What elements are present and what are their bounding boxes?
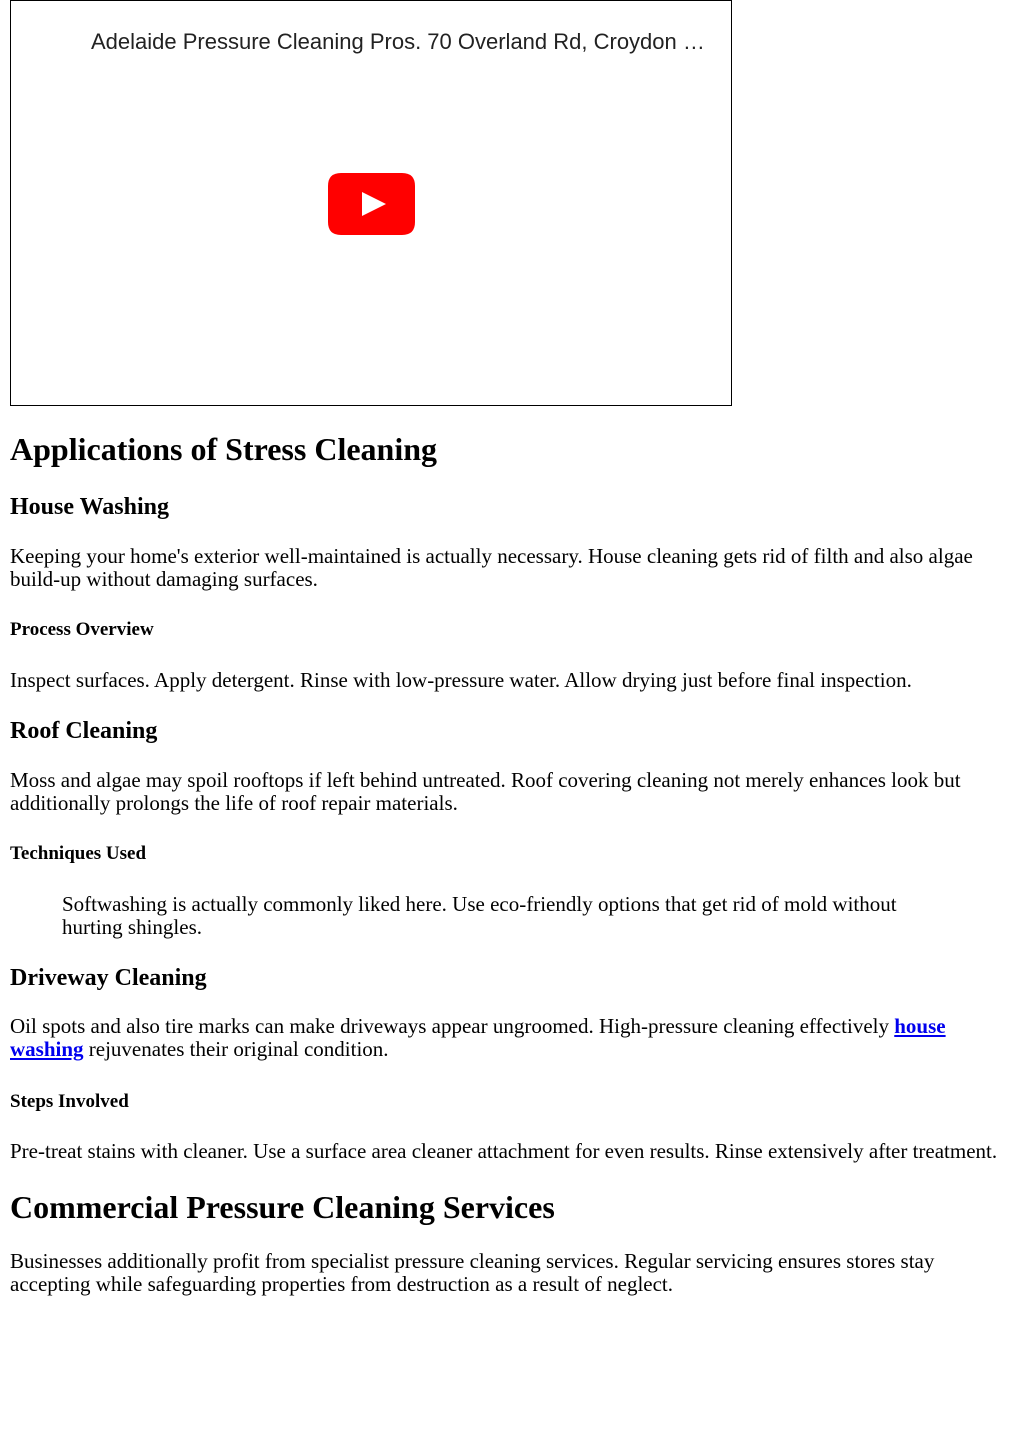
youtube-play-icon[interactable] [328, 173, 415, 235]
house-washing-heading: House Washing [10, 494, 169, 520]
house-washing-paragraph: Keeping your home's exterior well-maintained is actually necessary. House cleaning gets rid of filth and also algae build-up without damaging surfaces. [10, 544, 973, 591]
driveway-cleaning-heading: Driveway Cleaning [10, 965, 207, 991]
driveway-text-before: Oil spots and also tire marks can make driveways appear ungroomed. High-pressure cleaning effectively [10, 1014, 895, 1038]
steps-involved-paragraph: Pre-treat stains with cleaner. Use a surface area cleaner attachment for even results. Rinse extensively after treatment. [10, 1139, 998, 1163]
video-embed[interactable] [10, 0, 732, 406]
roof-cleaning-heading: Roof Cleaning [10, 718, 158, 744]
steps-involved-heading: Steps Involved [10, 1091, 129, 1112]
process-overview-heading: Process Overview [10, 619, 154, 640]
house-washing-link[interactable]: house washing [10, 1014, 946, 1061]
techniques-used-heading: Techniques Used [10, 843, 147, 864]
techniques-quote: Softwashing is actually commonly liked here. Use eco-friendly options that get rid of mold without hurting shingles. [62, 892, 897, 939]
process-overview-paragraph: Inspect surfaces. Apply detergent. Rinse with low-pressure water. Allow drying just before final inspection. [10, 668, 912, 692]
commercial-paragraph: Businesses additionally profit from specialist pressure cleaning services. Regular servicing ensures stores stay accepting while safeguarding properties from destruction as a result of neglect. [10, 1249, 935, 1296]
commercial-heading: Commercial Pressure Cleaning Services [10, 1189, 555, 1225]
video-title[interactable]: Adelaide Pressure Cleaning Pros. 70 Overland Rd, Croydon … [91, 29, 705, 54]
driveway-text-after: rejuvenates their original condition. [83, 1037, 389, 1061]
driveway-cleaning-paragraph [10, 1015, 1014, 1061]
roof-cleaning-paragraph: Moss and algae may spoil rooftops if left behind untreated. Roof covering cleaning not merely enhances look but additionally prolongs the life of roof repair materials. [10, 768, 961, 815]
applications-heading: Applications of Stress Cleaning [10, 431, 438, 467]
